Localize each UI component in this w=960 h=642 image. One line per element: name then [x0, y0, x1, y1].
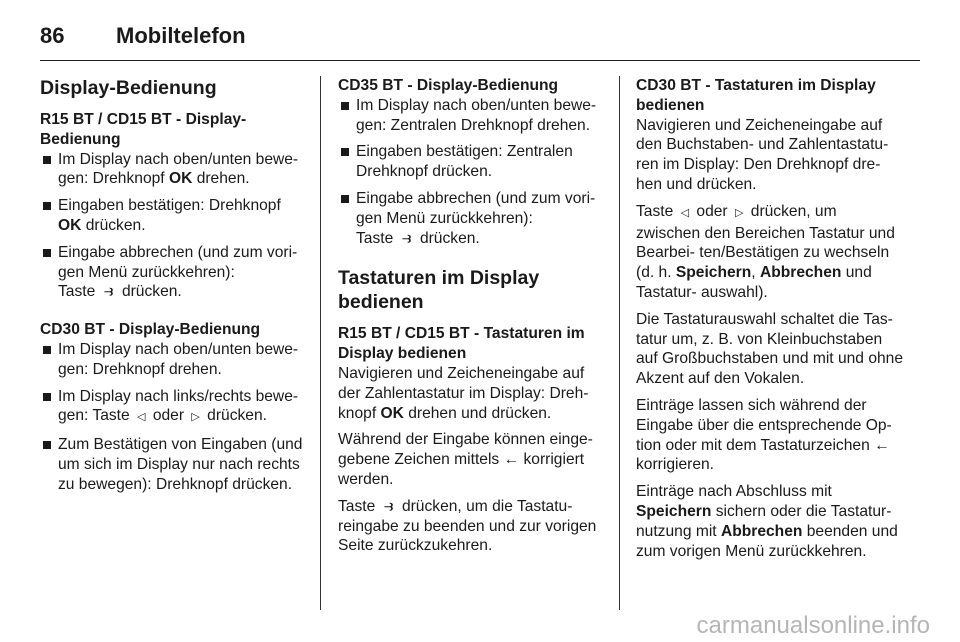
back-icon: ⥽ — [104, 283, 113, 301]
bullet-list — [40, 150, 306, 303]
paragraph — [338, 430, 606, 489]
list-item — [338, 142, 606, 182]
left-triangle-icon: ◁ — [137, 411, 146, 424]
bullet-icon — [43, 202, 51, 210]
text: Eingaben bestätigen: Drehknopf — [58, 197, 281, 215]
backspace-arrow-icon: ← — [874, 436, 890, 454]
text: Zum Bestätigen von Eingaben (und um sich im Display nur nach rechts zu bewegen): Drehknopf drücken. — [58, 436, 303, 493]
text: Taste — [356, 229, 398, 247]
text: korrigiert werden. — [338, 451, 585, 488]
section-r15-display — [40, 110, 306, 302]
text: Navigieren und Zeicheneingabe auf der Zahlentastatur im Display: Dreh- knopf — [338, 364, 589, 422]
key-label: Abbrechen — [759, 264, 842, 282]
text: Im Display nach oben/unten bewe- gen: Zentralen Drehknopf drehen. — [356, 96, 597, 134]
key-label: OK — [168, 170, 193, 188]
subsection-title: CD30 BT - Tastaturen im Display bedienen — [636, 77, 876, 114]
column-3 — [636, 76, 904, 568]
text: oder — [148, 407, 189, 425]
key-label: OK — [58, 216, 82, 234]
section-r15-keyboard — [338, 324, 606, 556]
text: Taste — [338, 497, 380, 515]
text: drücken, um die Tastatu- reingabe zu beenden und zur vorigen Seite zurückzukehren. — [338, 497, 597, 555]
column-divider-2 — [619, 76, 620, 610]
text: drehen und drücken. — [403, 404, 552, 422]
text: korrigieren. — [636, 456, 714, 474]
text: drücken, um zwischen den Bereichen Tastatur und Bearbei- ten/Bestätigen zu wechseln (d. h. — [636, 202, 895, 282]
section-cd35-display — [338, 76, 606, 248]
text: drehen. — [192, 170, 250, 188]
list-item — [40, 196, 306, 236]
section-heading: Tastaturen im Display bedienen — [338, 267, 540, 314]
bullet-list — [40, 340, 306, 495]
bullet-icon — [341, 195, 349, 203]
section-cd30-display — [40, 320, 306, 494]
text: Eingaben bestätigen: Zentralen Drehknopf drücken. — [356, 143, 573, 181]
key-label: Speichern — [636, 502, 712, 520]
text: Taste — [636, 202, 678, 220]
subsection-title: R15 BT / CD15 BT - Tastaturen im Display bedienen — [338, 325, 585, 363]
paragraph — [338, 364, 606, 423]
column-1 — [40, 76, 306, 513]
text: Eingabe abbrechen (und zum vori- gen Menü zurückkehren): — [356, 189, 596, 227]
text: oder — [692, 202, 732, 220]
column-divider-1 — [320, 76, 321, 610]
subsection-title: CD35 BT - Display-Bedienung — [338, 77, 559, 94]
key-label: OK — [380, 404, 404, 422]
text: Taste — [58, 283, 100, 301]
backspace-arrow-icon: ← — [503, 451, 520, 469]
bullet-icon — [43, 346, 51, 354]
paragraph: Navigieren und Zeicheneingabe auf den Buchstaben- und Zahlentastatu- ren im Display: Den Drehknopf dre- hen und drücken. — [636, 116, 889, 193]
list-item — [338, 96, 606, 136]
text: und Tastatur- auswahl). — [636, 264, 872, 301]
text: sichern oder die Tastatur- nutzung mit — [636, 502, 892, 540]
key-label: Abbrechen — [720, 522, 803, 540]
bullet-icon — [43, 156, 51, 164]
list-item — [40, 243, 306, 302]
key-label: Speichern — [675, 264, 752, 282]
bullet-icon — [341, 148, 349, 156]
subsection-title: R15 BT / CD15 BT - Display-Bedienung — [40, 111, 247, 148]
bullet-icon — [43, 393, 51, 401]
section-heading: Display-Bedienung — [40, 77, 217, 99]
page-number: 86 — [40, 23, 65, 48]
list-item — [40, 435, 306, 494]
text: Einträge lassen sich während der Eingabe über die entsprechende Op- tion oder mit dem Tastaturzeichen — [636, 396, 892, 454]
right-triangle-icon: ▷ — [191, 411, 200, 424]
paragraph — [636, 396, 904, 475]
right-triangle-icon: ▷ — [734, 206, 744, 219]
text: Im Display nach links/rechts bewe- gen: Taste — [58, 387, 299, 425]
text: drücken. — [117, 283, 182, 301]
text: Im Display nach oben/unten bewe- gen: Drehknopf — [58, 150, 299, 188]
list-item — [40, 340, 306, 380]
text: Im Display nach oben/unten bewe- gen: Drehknopf drehen. — [58, 340, 299, 378]
bullet-icon — [341, 102, 349, 110]
list-item — [40, 150, 306, 190]
bullet-icon — [43, 441, 51, 449]
left-triangle-icon: ◁ — [680, 206, 690, 219]
header-divider — [40, 60, 920, 61]
page-title: Mobiltelefon — [116, 23, 246, 48]
text: drücken. — [202, 407, 267, 425]
text: Während der Eingabe können einge- gebene Zeichen mittels — [338, 431, 593, 469]
page-header — [40, 14, 920, 58]
watermark: carmanualsonline.info — [696, 612, 930, 639]
text: , — [751, 264, 760, 282]
list-item — [338, 189, 606, 248]
subsection-title: CD30 BT - Display-Bedienung — [40, 321, 261, 339]
back-icon: ⥽ — [384, 497, 393, 515]
text: drücken. — [81, 216, 146, 234]
list-item — [40, 387, 306, 429]
paragraph — [636, 202, 904, 303]
bullet-icon — [43, 249, 51, 257]
back-icon: ⥽ — [402, 229, 411, 247]
paragraph — [636, 482, 904, 561]
text: Eingabe abbrechen (und zum vori- gen Menü zurückkehren): — [58, 243, 298, 281]
text: Einträge nach Abschluss mit — [636, 483, 832, 501]
column-2 — [338, 76, 606, 574]
bullet-list — [338, 96, 606, 249]
paragraph: Die Tastaturauswahl schaltet die Tas- tatur um, z. B. von Kleinbuchstaben auf Großbuchstaben und mit und ohne Akzent auf den Vokalen. — [636, 310, 904, 388]
text: drücken. — [415, 229, 480, 247]
text: beenden und zum vorigen Menü zurückkehren. — [636, 522, 898, 560]
paragraph — [338, 497, 606, 556]
